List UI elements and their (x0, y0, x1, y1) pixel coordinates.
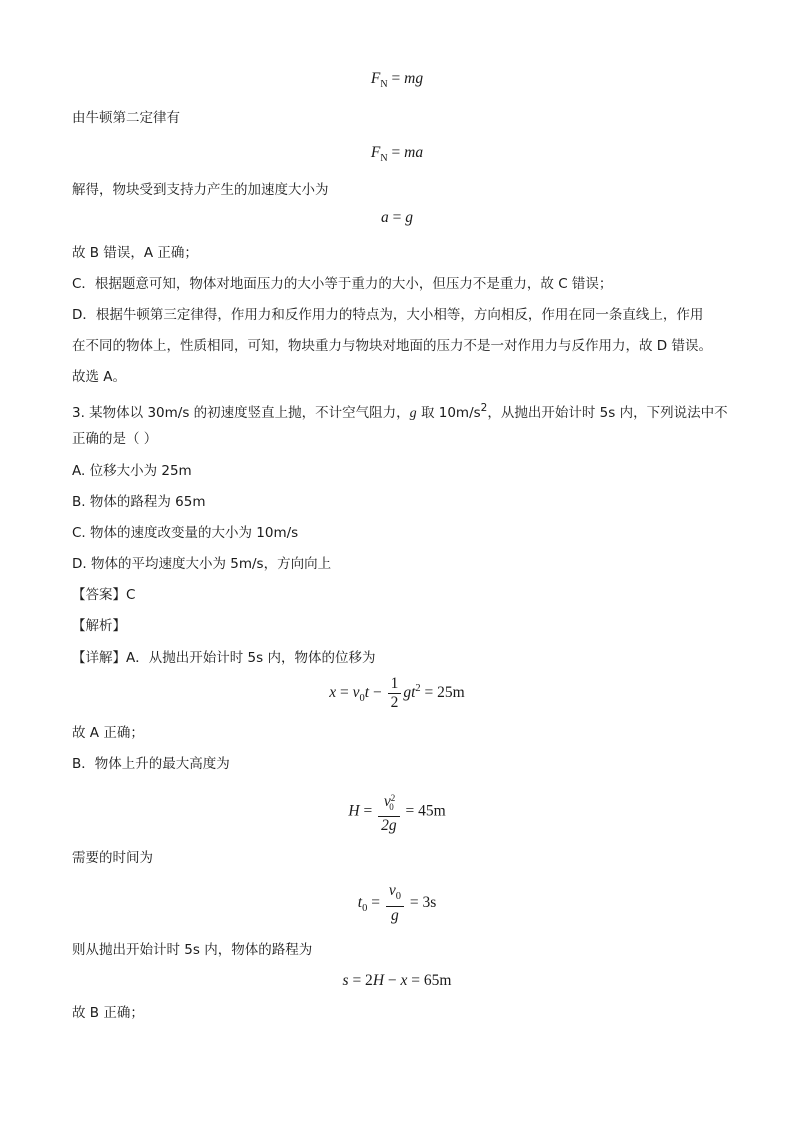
equation-time: $t_0$ = $\frac{v_0}{g}$ = 3s (357, 882, 437, 924)
paragraph-path-length: 则从抛出开始计时 5s 内，物体的路程为 (72, 942, 313, 958)
question-3-option-b: B. 物体的路程为 65m (72, 494, 206, 510)
answer-label: 【答案】 (72, 587, 126, 603)
equation-newton-second: $F_N$ = ma (370, 144, 424, 164)
paragraph-a-correct: 故 A 正确； (72, 725, 144, 741)
equation-max-height: H = $\frac{v^2_0}{2g}$ = 45m (0, 789, 794, 835)
answer-line (72, 585, 135, 605)
paragraph-solve-acceleration: 解得，物块受到支持力产生的加速度大小为 (72, 182, 329, 198)
answer-value: C (126, 587, 136, 603)
paragraph-option-d-1: D．根据牛顿第三定律得，作用力和反作用力的特点为，大小相等，方向相反，作用在同一条直线上，作用 (72, 307, 704, 323)
paragraph-time-needed: 需要的时间为 (72, 850, 153, 866)
question-3-stem-line2: 正确的是（ ） (72, 431, 158, 447)
question-3-option-c: C. 物体的速度改变量的大小为 10m/s (72, 525, 299, 541)
analysis-label: 【解析】 (72, 618, 126, 634)
equation-normal-force: $F_N$ = mg (370, 70, 424, 90)
detail-line: 【详解】A．从抛出开始计时 5s 内，物体的位移为 (72, 650, 376, 666)
paragraph-newton-second-law: 由牛顿第二定律有 (72, 110, 180, 126)
paragraph-option-c: C．根据题意可知，物体对地面压力的大小等于重力的大小，但压力不是重力，故 C 错误； (72, 276, 613, 292)
paragraph-max-height: B．物体上升的最大高度为 (72, 756, 230, 772)
equation-acceleration: a = g (381, 209, 413, 226)
paragraph-option-d-2: 在不同的物体上，性质相同，可知，物块重力与物块对地面的压力不是一对作用力与反作用力，故 D 错误。 (72, 338, 712, 354)
detail-label: 【详解】 (72, 650, 126, 666)
question-3-option-a: A. 位移大小为 25m (72, 463, 192, 479)
equation-displacement: $x = v_0t$ − $\frac{1}{2}$ $gt^2 = 25m$ (329, 675, 465, 711)
equation-path: s = 2H − x = 65m (342, 972, 452, 989)
question-3-option-d: D. 物体的平均速度大小为 5m/s，方向向上 (72, 556, 332, 572)
paragraph-b-wrong: 故 B 错误，A 正确； (72, 245, 198, 261)
question-3-stem-line1: 3. 某物体以 30m/s 的初速度竖直上抛，不计空气阻力，g 取 $10m/s^2$，从抛出开始计时 5s 内，下列说法中不 (72, 402, 728, 421)
paragraph-choose-a: 故选 A。 (72, 369, 127, 385)
paragraph-b-correct: 故 B 正确； (72, 1005, 144, 1021)
